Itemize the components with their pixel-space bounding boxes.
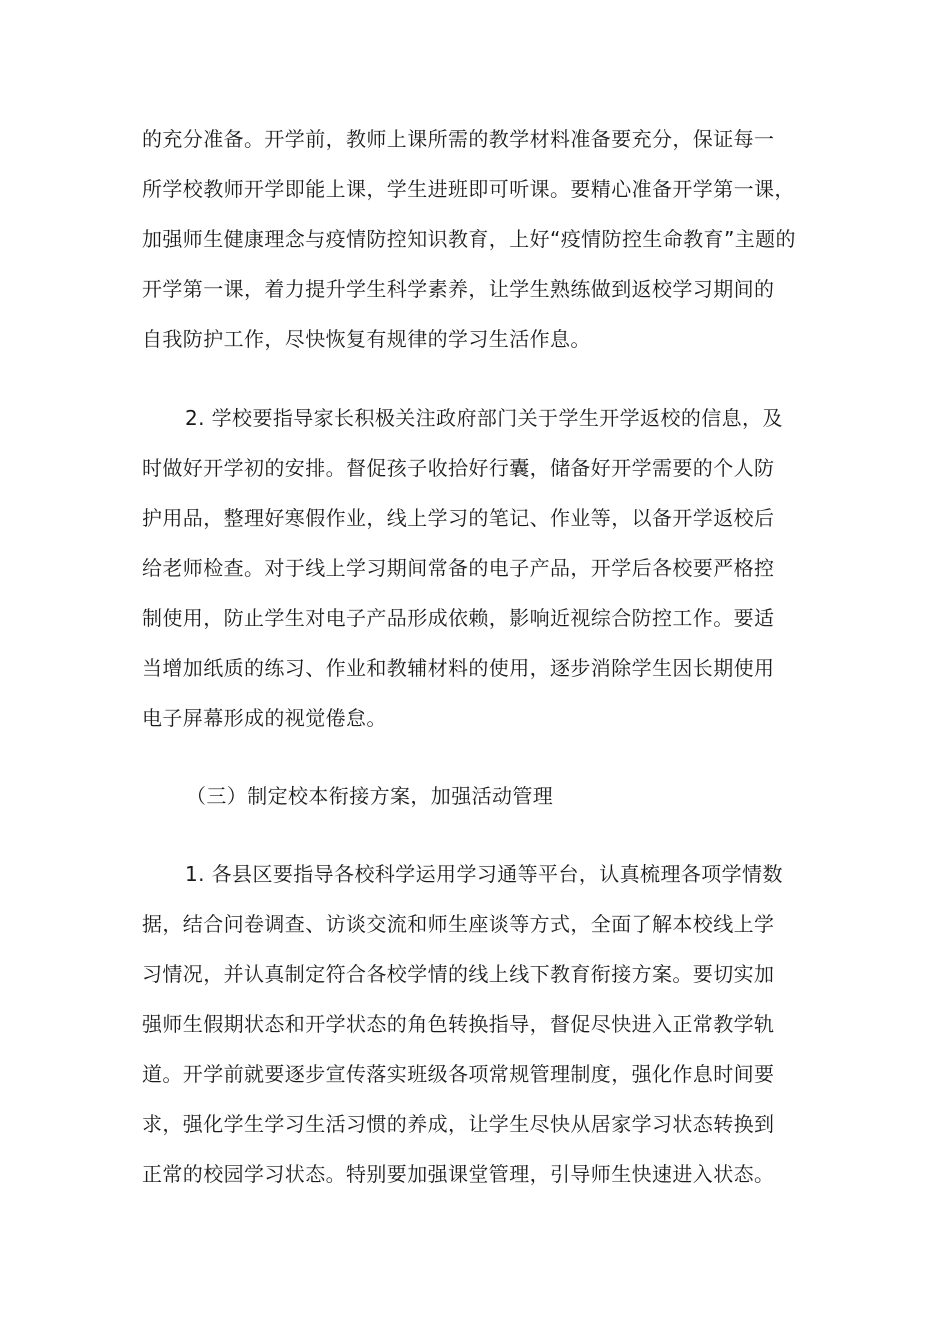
text-line: 加强师生健康理念与疫情防控知识教育，上好“疫情防控生命教育”主题的 bbox=[142, 227, 796, 251]
text-line: 护用品，整理好寒假作业，线上学习的笔记、作业等，以备开学返校后 bbox=[142, 506, 775, 530]
text-line: 的充分准备。开学前，教师上课所需的教学材料准备要充分，保证每一 bbox=[142, 127, 775, 151]
text-line: 电子屏幕形成的视觉倦怠。 bbox=[142, 706, 387, 730]
text-line: 开学第一课，着力提升学生科学素养，让学生熟练做到返校学习期间的 bbox=[142, 277, 775, 301]
text-line: 制使用，防止学生对电子产品形成依赖，影响近视综合防控工作。要适 bbox=[142, 606, 775, 630]
text-line: 时做好开学初的安排。督促孩子收拾好行囊，储备好开学需要的个人防 bbox=[142, 456, 775, 480]
text-line: 给老师检查。对于线上学习期间常备的电子产品，开学后各校要严格控 bbox=[142, 556, 775, 580]
text-line: 道。开学前就要逐步宣传落实班级各项常规管理制度，强化作息时间要 bbox=[142, 1062, 775, 1086]
text-line: 习情况，并认真制定符合各校学情的线上线下教育衔接方案。要切实加 bbox=[142, 962, 775, 986]
text-line: 据，结合问卷调查、访谈交流和师生座谈等方式，全面了解本校线上学 bbox=[142, 912, 775, 936]
text-line: 当增加纸质的练习、作业和教辅材料的使用，逐步消除学生因长期使用 bbox=[142, 656, 775, 680]
section-heading: （三）制定校本衔接方案，加强活动管理 bbox=[186, 784, 554, 808]
text-line: 强师生假期状态和开学状态的角色转换指导，督促尽快进入正常教学轨 bbox=[142, 1012, 775, 1036]
text-line: 正常的校园学习状态。特别要加强课堂管理，引导师生快速进入状态。 bbox=[142, 1162, 775, 1186]
list-item-line: 1. 各县区要指导各校科学运用学习通等平台，认真梳理各项学情数 bbox=[185, 862, 783, 886]
list-item-line: 2. 学校要指导家长积极关注政府部门关于学生开学返校的信息，及 bbox=[185, 406, 783, 430]
text-line: 自我防护工作，尽快恢复有规律的学习生活作息。 bbox=[142, 327, 591, 351]
text-line: 求，强化学生学习生活习惯的养成，让学生尽快从居家学习状态转换到 bbox=[142, 1112, 775, 1136]
text-line: 所学校教师开学即能上课，学生进班即可听课。要精心准备开学第一课， bbox=[142, 177, 795, 201]
